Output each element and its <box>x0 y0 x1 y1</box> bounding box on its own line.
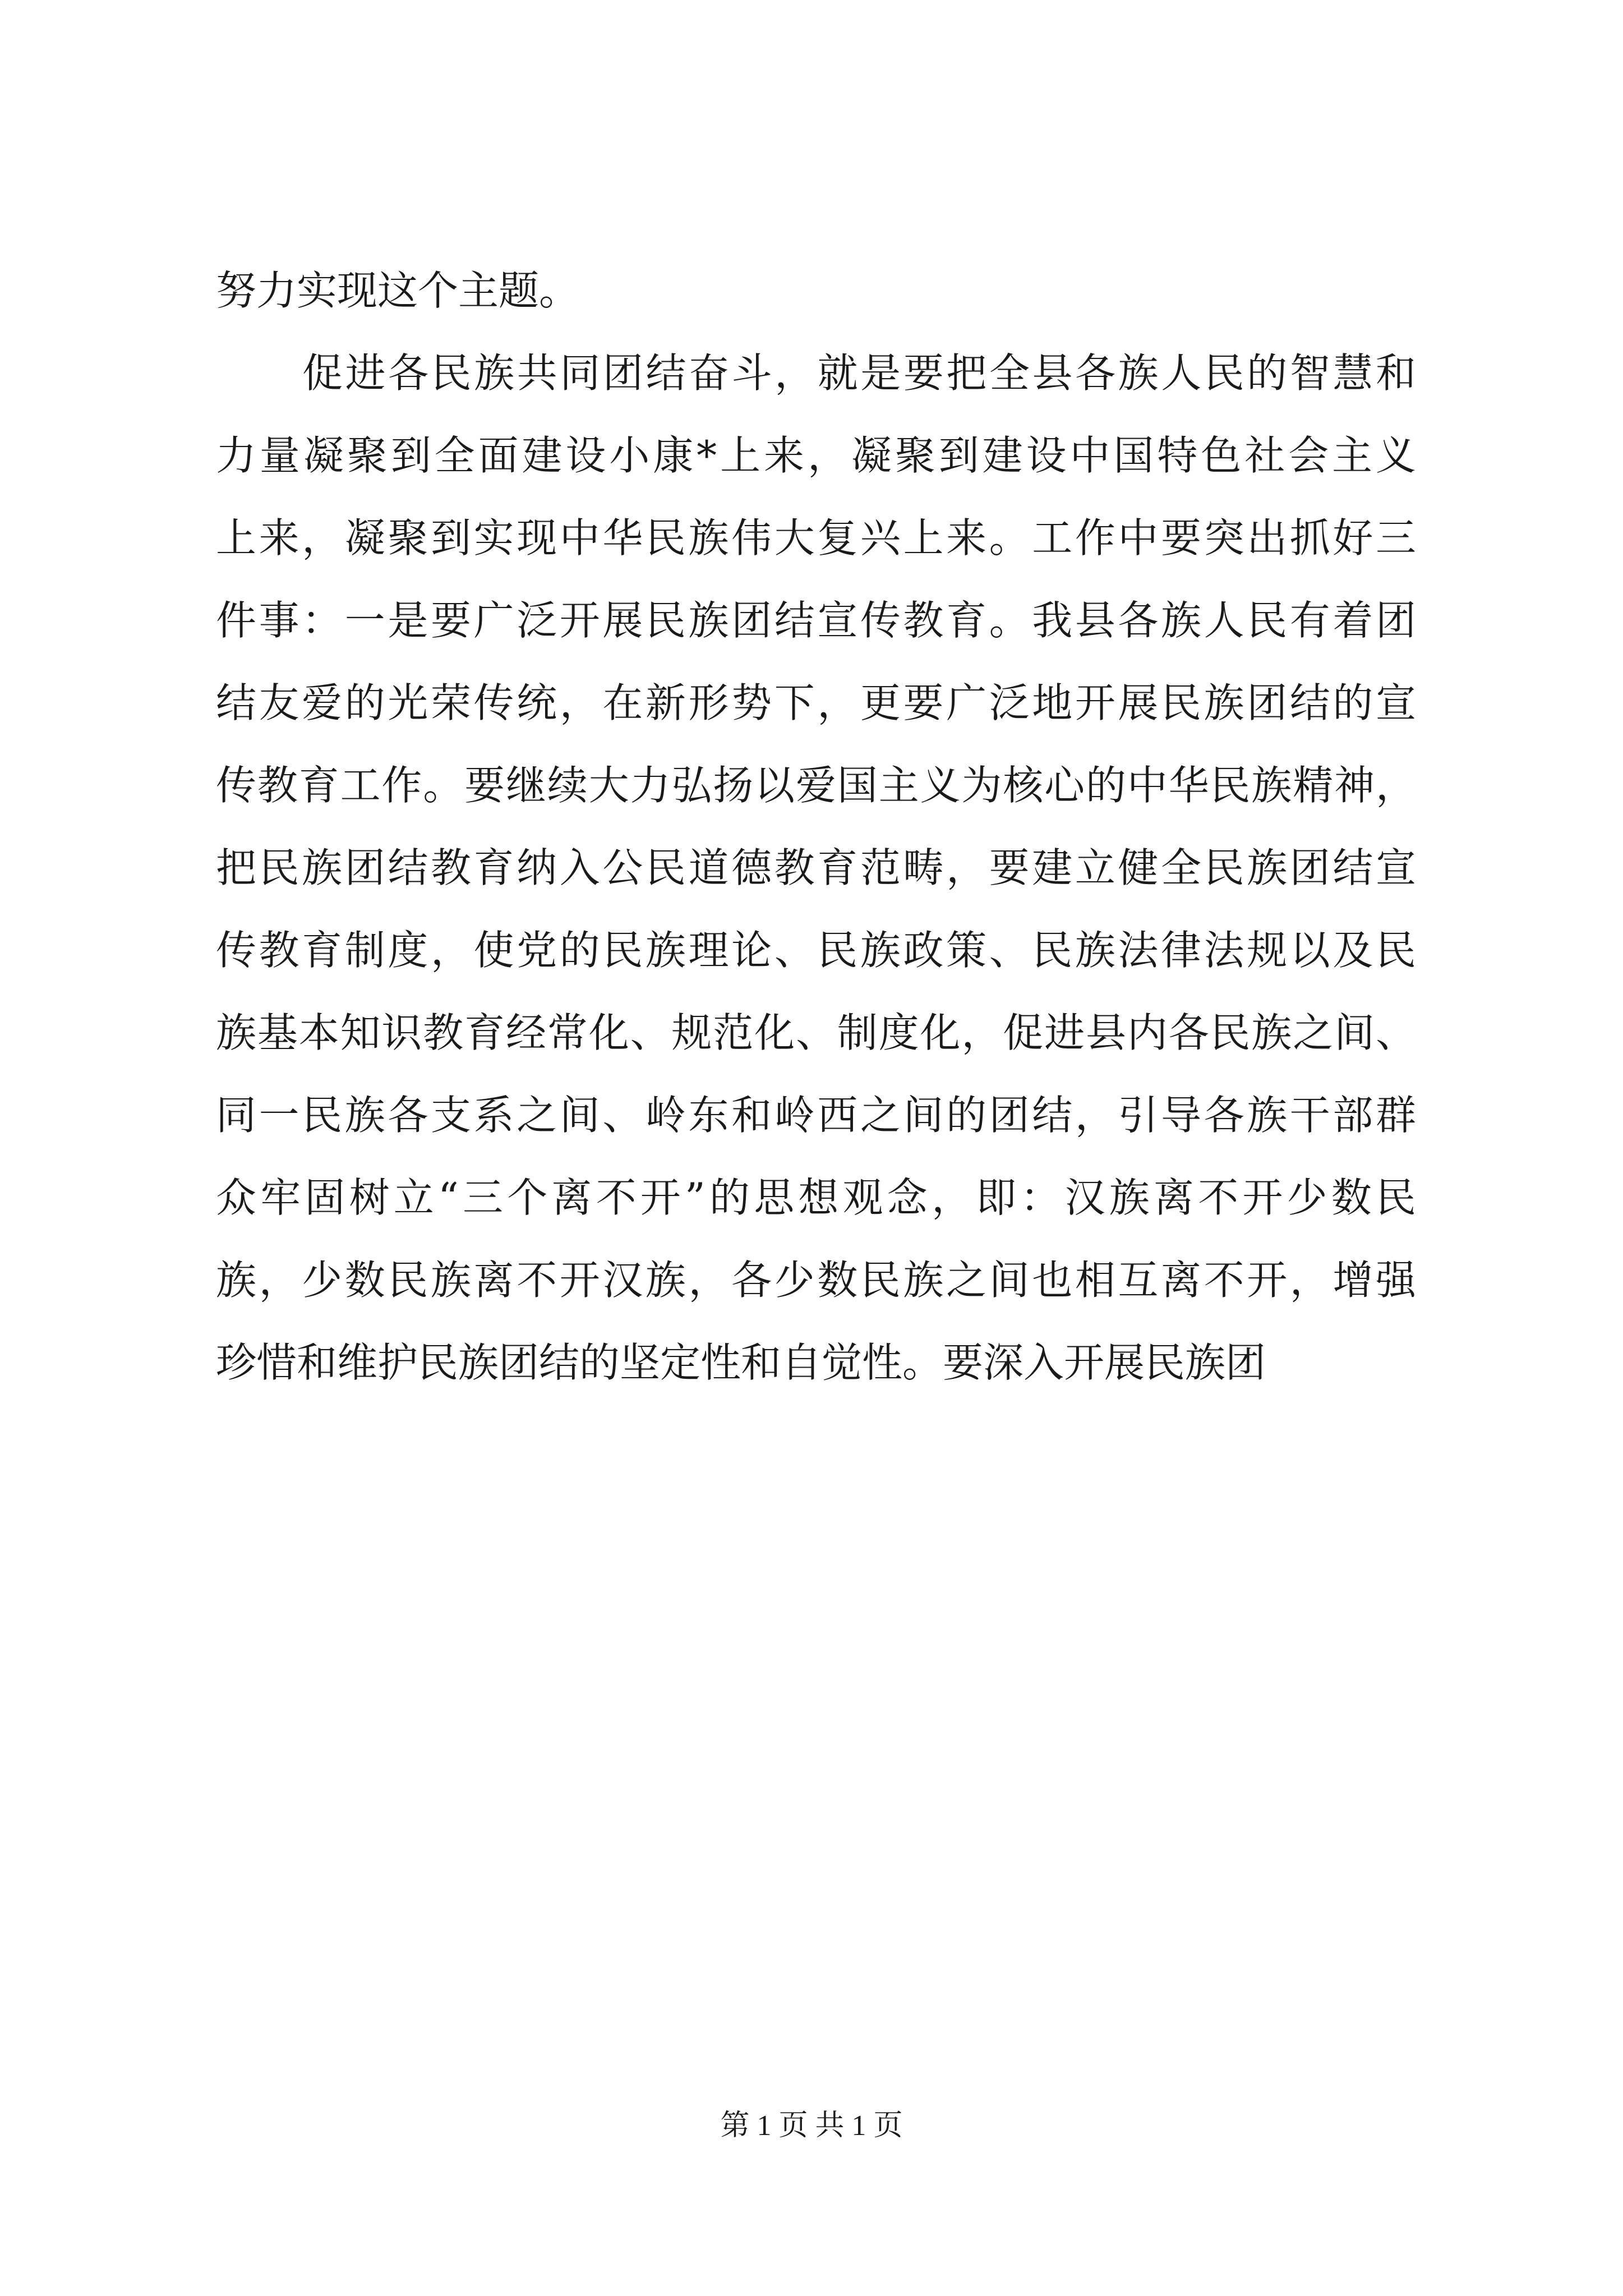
page-footer <box>0 2106 1623 2146</box>
text-line: 众牢固树立“三个离不开”的思想观念，即：汉族离不开少数民 <box>216 1174 1416 1221</box>
page-number: 第 1 页 共 1 页 <box>720 2110 903 2142</box>
text-line: 把民族团结教育纳入公民道德教育范畴，要建立健全民族团结宣 <box>216 844 1416 891</box>
text-line: 结友爱的光荣传统，在新形势下，更要广泛地开展民族团结的宣 <box>216 679 1416 726</box>
text-line: 促进各民族共同团结奋斗，就是要把全县各族人民的智慧和 <box>302 349 1416 397</box>
text-line: 上来，凝聚到实现中华民族伟大复兴上来。工作中要突出抓好三 <box>216 514 1416 562</box>
text-line: 族基本知识教育经常化、规范化、制度化，促进县内各民族之间、 <box>216 1009 1416 1056</box>
text-line: 珍惜和维护民族团结的坚定性和自觉性。要深入开展民族团 <box>216 1339 1266 1386</box>
text-line: 件事：一是要广泛开展民族团结宣传教育。我县各族人民有着团 <box>216 597 1416 644</box>
text-line: 传教育制度，使党的民族理论、民族政策、民族法律法规以及民 <box>216 927 1416 974</box>
text-line: 力量凝聚到全面建设小康*上来，凝聚到建设中国特色社会主义 <box>216 432 1416 479</box>
text-line: 努力实现这个主题。 <box>216 267 580 314</box>
body-text <box>216 250 1416 1404</box>
text-line: 族，少数民族离不开汉族，各少数民族之间也相互离不开，增强 <box>216 1257 1416 1304</box>
text-line: 同一民族各支系之间、岭东和岭西之间的团结，引导各族干部群 <box>216 1092 1416 1139</box>
text-line: 传教育工作。要继续大力弘扬以爱国主义为核心的中华民族精神， <box>216 762 1416 809</box>
